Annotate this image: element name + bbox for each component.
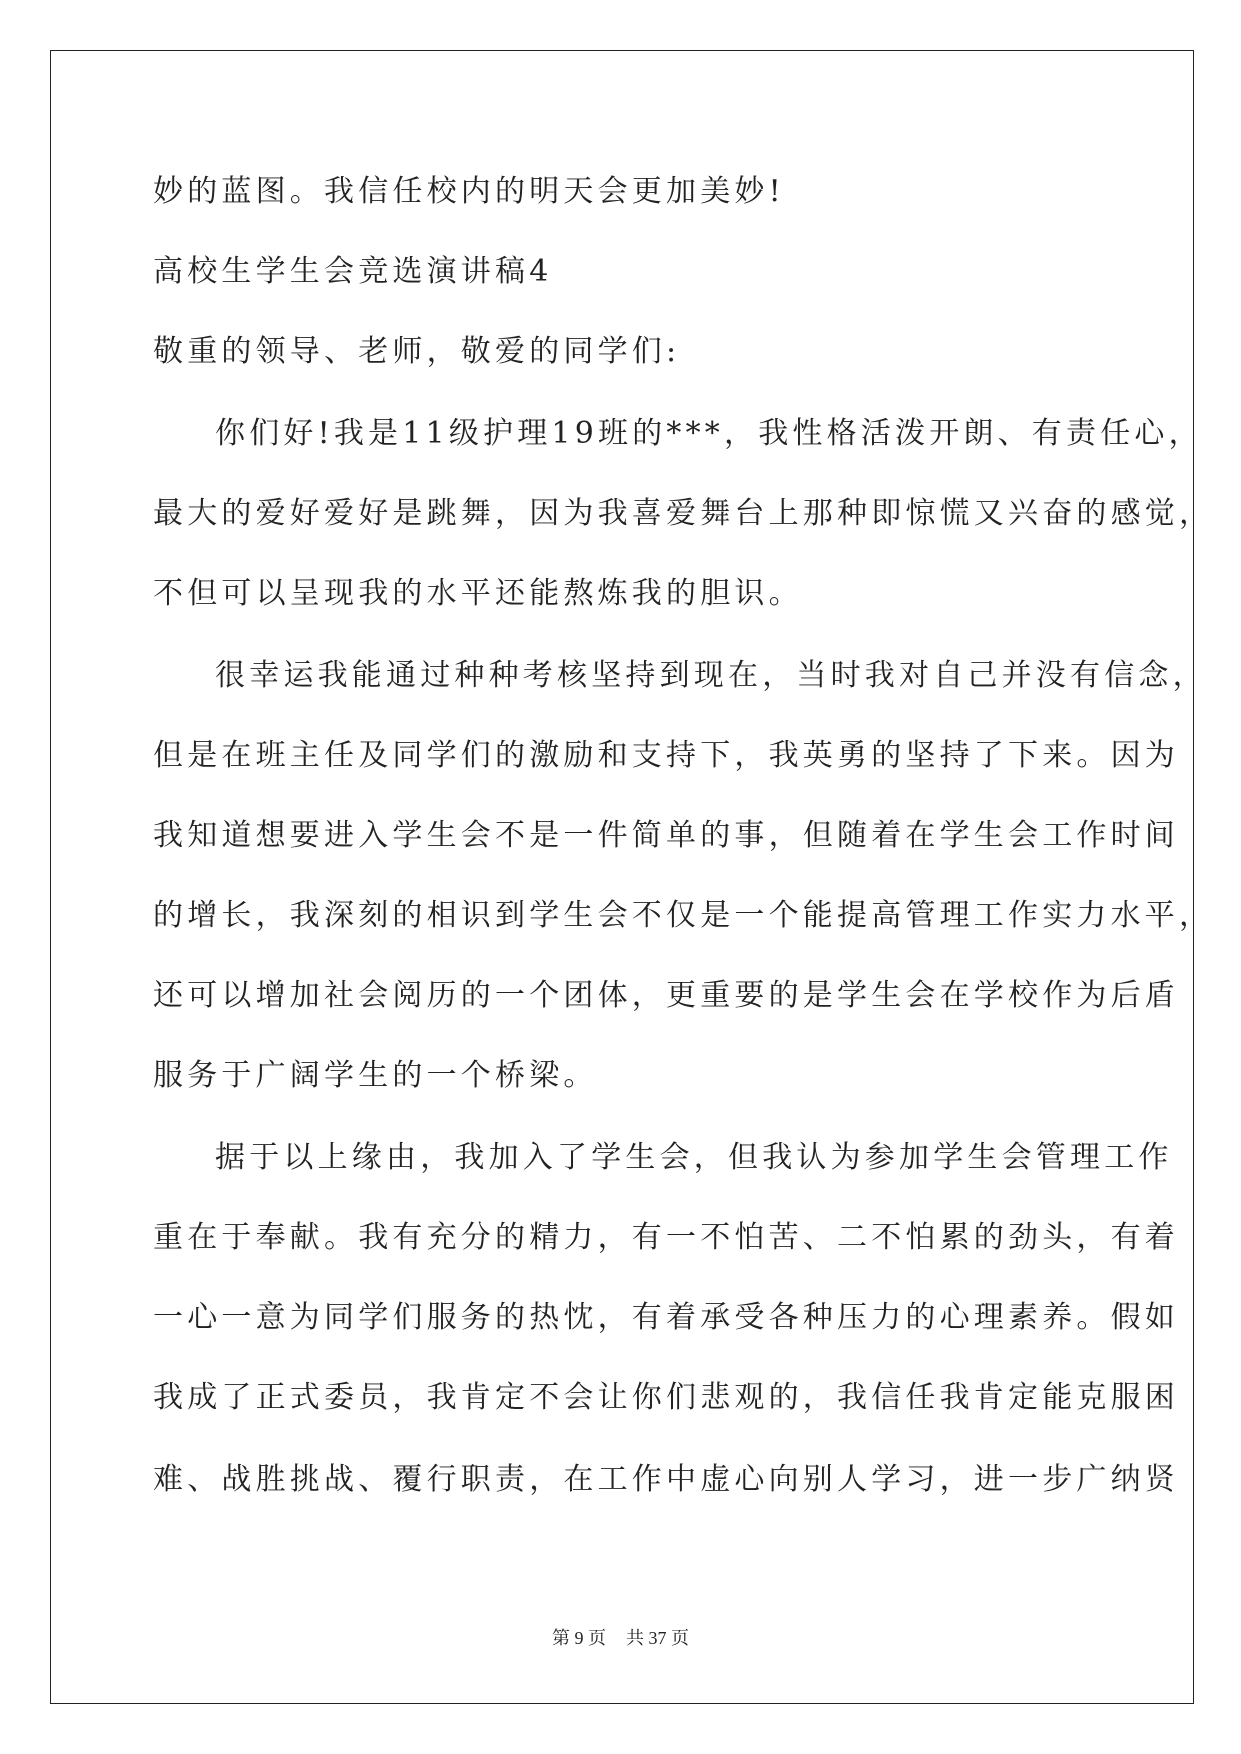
text-line: 我知道想要进入学生会不是一件简单的事，但随着在学生会工作时间	[153, 818, 1179, 853]
page-border	[50, 50, 1194, 1704]
text-line: 不但可以呈现我的水平还能熬炼我的胆识。	[153, 576, 803, 611]
text-line: 很幸运我能通过种种考核坚持到现在，当时我对自己并没有信念，	[215, 658, 1207, 693]
page-footer	[0, 1626, 1241, 1650]
salutation: 敬重的领导、老师，敬爱的同学们:	[153, 334, 681, 369]
section-heading: 高校生学生会竞选演讲稿4	[153, 254, 553, 289]
page-total: 共 37 页	[626, 1628, 689, 1648]
text-line: 但是在班主任及同学们的激励和支持下，我英勇的坚持了下来。因为	[153, 738, 1179, 773]
text-line: 的增长，我深刻的相识到学生会不仅是一个能提高管理工作实力水平，	[153, 898, 1214, 933]
text-line: 一心一意为同学们服务的热忱，有着承受各种压力的心理素养。假如	[153, 1300, 1179, 1335]
text-line: 你们好!我是11级护理19班的***，我性格活泼开朗、有责任心，	[215, 416, 1203, 451]
page-number: 第 9 页	[552, 1628, 606, 1648]
text-line: 据于以上缘由，我加入了学生会，但我认为参加学生会管理工作	[215, 1140, 1173, 1175]
text-line: 服务于广阔学生的一个桥梁。	[153, 1058, 598, 1093]
text-line: 最大的爱好爱好是跳舞，因为我喜爱舞台上那种即惊慌又兴奋的感觉，	[153, 496, 1214, 531]
text-line: 妙的蓝图。我信任校内的明天会更加美妙!	[153, 174, 785, 209]
text-line: 还可以增加社会阅历的一个团体，更重要的是学生会在学校作为后盾	[153, 978, 1179, 1013]
text-line: 重在于奉献。我有充分的精力，有一不怕苦、二不怕累的劲头，有着	[153, 1220, 1179, 1255]
text-line: 我成了正式委员，我肯定不会让你们悲观的，我信任我肯定能克服困	[153, 1380, 1179, 1415]
text-line: 难、战胜挑战、覆行职责，在工作中虚心向别人学习，进一步广纳贤	[153, 1462, 1179, 1497]
